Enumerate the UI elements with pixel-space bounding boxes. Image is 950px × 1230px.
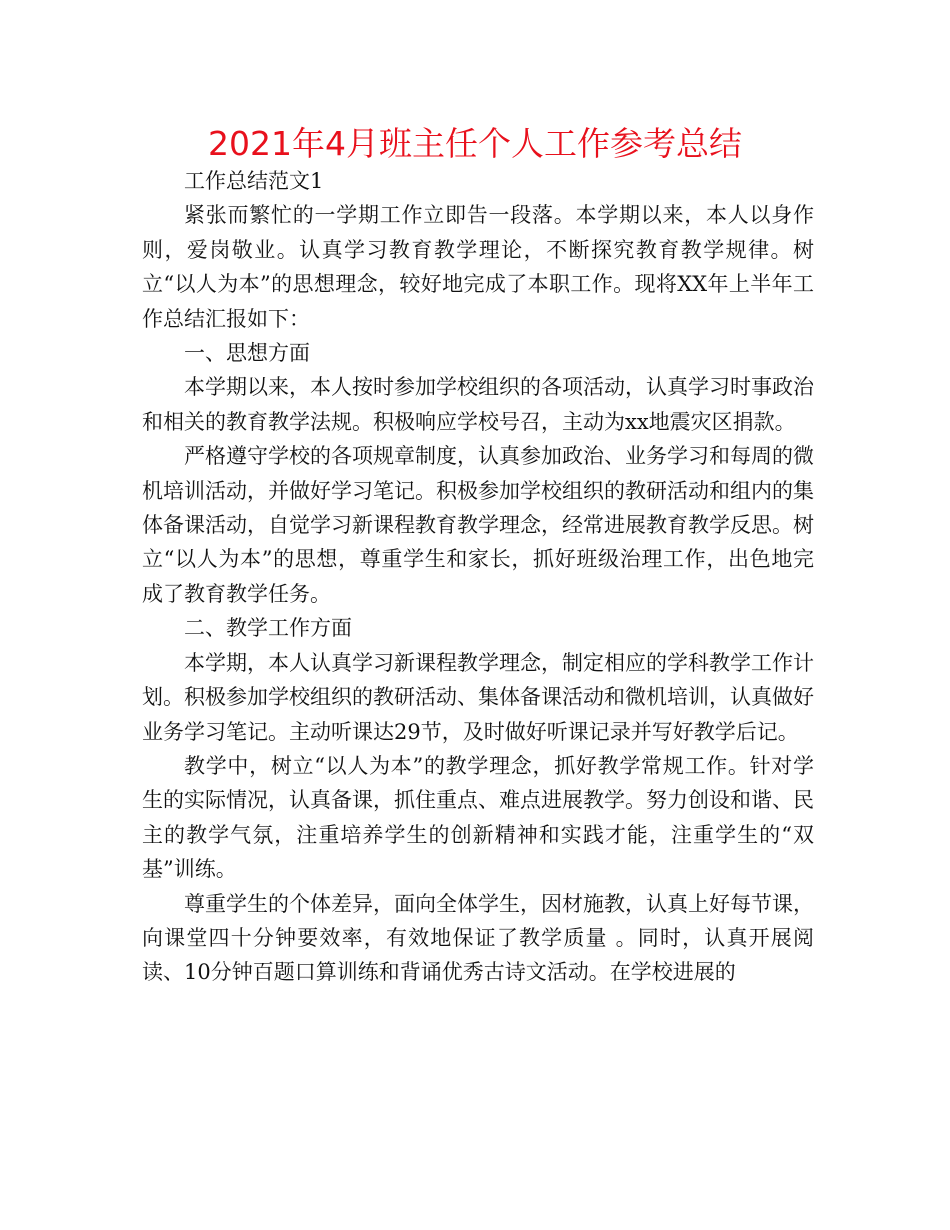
document-title: 2021年4月班主任个人工作参考总结 [208, 124, 742, 163]
paragraph: 教学中，树立“以人为本”的教学理念，抓好教学常规工作。针对学生的实际情况，认真备课，抓住重点、难点进展教学。努力创设和谐、民主的教学气氛，注重培养学生的创新精神和实践才能，注重学生的“双基”训练。 [142, 753, 814, 882]
section-heading-teaching: 二、教学工作方面 [184, 616, 352, 641]
paragraph: 严格遵守学校的各项规章制度，认真参加政治、业务学习和每周的微机培训活动，并做好学习笔记。积极参加学校组织的教研活动和组内的集体备课活动，自觉学习新课程教育教学理念，经常进展教育教学反思。树立“以人为本”的思想，尊重学生和家长，抓好班级治理工作，出色地完成了教育教学任务。 [142, 444, 814, 606]
section-heading-thought: 一、思想方面 [184, 341, 310, 366]
paragraph: 尊重学生的个体差异，面向全体学生，因材施教，认真上好每节课，向课堂四十分钟要效率，有效地保证了教学质量 。同时，认真开展阅读、10分钟百题口算训练和背诵优秀古诗文活动。在学校进展的 [142, 891, 814, 985]
paragraph-subtitle: 工作总结范文1 [184, 169, 324, 193]
paragraph-intro: 紧张而繁忙的一学期工作立即告一段落。本学期以来，本人以身作则，爱岗敬业。认真学习教育教学理论，不断探究教育教学规律。树立“以人为本”的思想理念，较好地完成了本职工作。现将XX年上半年工作总结汇报如下： [142, 203, 814, 331]
document-body [142, 164, 814, 990]
paragraph: 本学期，本人认真学习新课程教学理念，制定相应的学科教学工作计划。积极参加学校组织的教研活动、集体备课活动和微机培训，认真做好业务学习笔记。主动听课达29节，及时做好听课记录并写好教学后记。 [142, 650, 814, 744]
paragraph: 本学期以来，本人按时参加学校组织的各项活动，认真学习时事政治和相关的教育教学法规。积极响应学校号召，主动为xx地震灾区捐款。 [142, 375, 814, 434]
